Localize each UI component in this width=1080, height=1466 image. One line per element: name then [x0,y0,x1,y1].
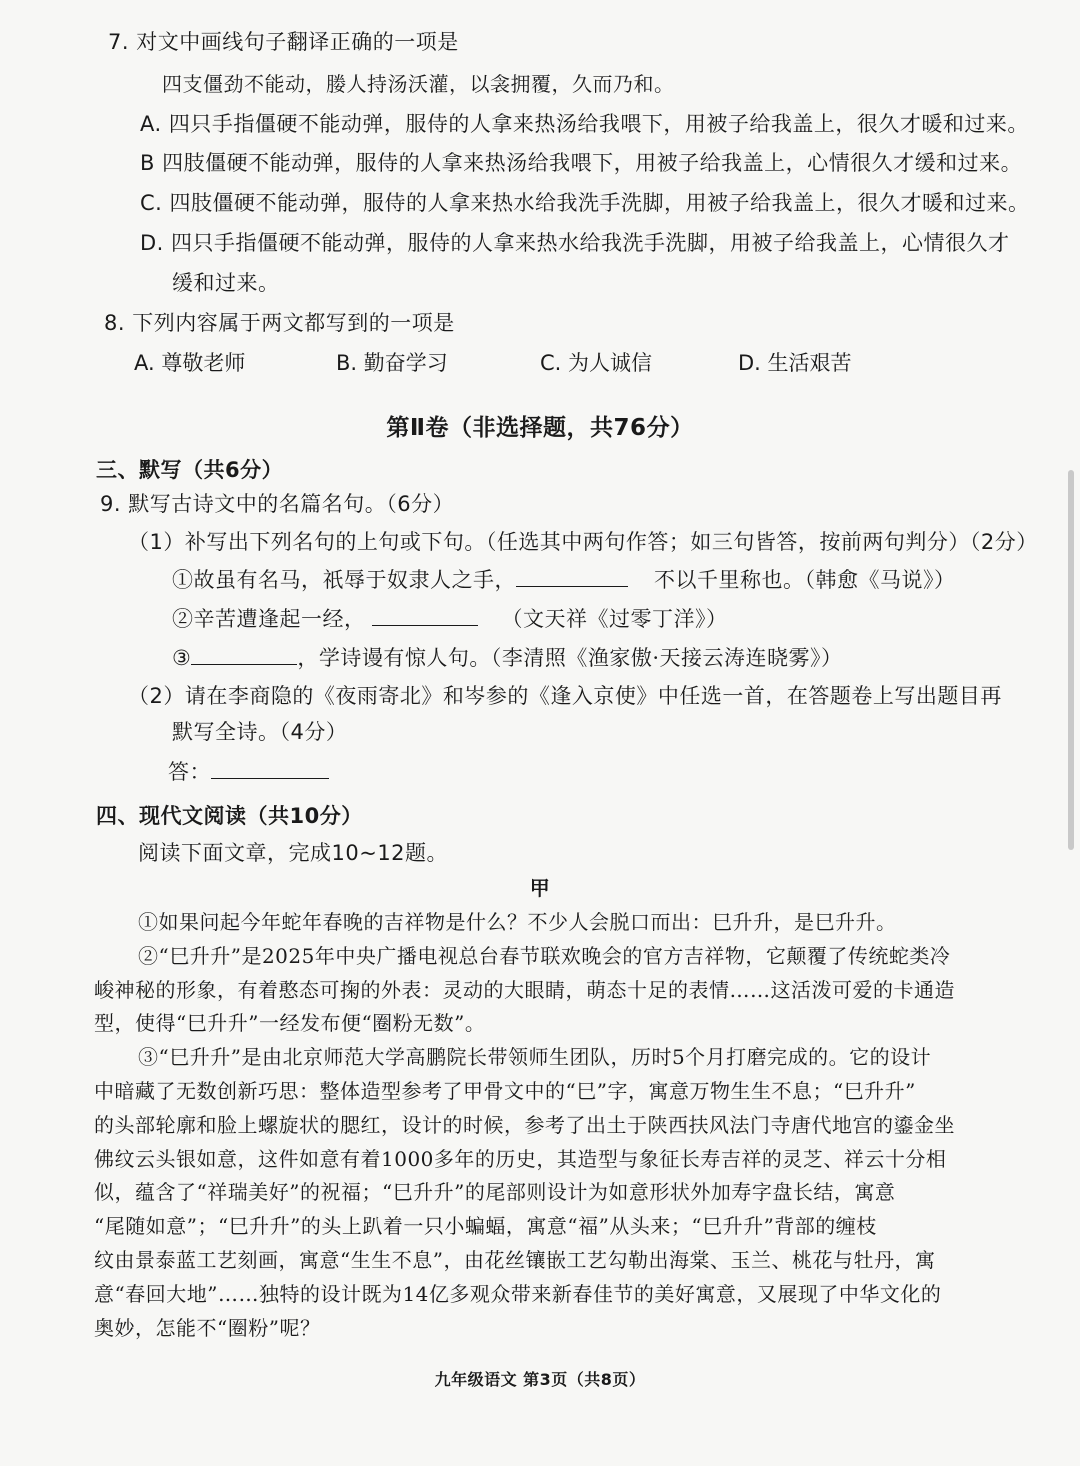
q7-option-b: B 四肢僵硬不能动弹，服侍的人拿来热汤给我喂下，用被子给我盖上，心情很久才缓和过来。 [140,151,1023,175]
passage-line: ③“巳升升”是由北京师范大学高鹏院长带领师生团队，历时5个月打磨完成的。它的设计 [138,1045,932,1069]
passage-line: 的头部轮廓和脸上螺旋状的腮红，设计的时候，参考了出土于陕西扶风法门寺唐代地宫的鎏金坐 [94,1113,955,1137]
q9-stem: 9. 默写古诗文中的名篇名句。（6分） [100,492,455,516]
passage-line: 纹由景泰蓝工艺刻画，寓意“生生不息”，由花丝镶嵌工艺勾勒出海棠、玉兰、桃花与牡丹，寓 [94,1248,936,1272]
q9-item2-before: ②辛苦遭逢起一经， [172,607,366,631]
scrollbar[interactable] [1068,470,1074,850]
page-footer: 九年级语文 第3页（共8页） [434,1370,646,1389]
passage-line: 型，使得“巳升升”一经发布便“圈粉无数”。 [94,1011,486,1035]
q7-option-c: C. 四肢僵硬不能动弹，服侍的人拿来热水给我洗手洗脚，用被子给我盖上，很久才暖和过来。 [140,191,1030,215]
sec4-title: 四、现代文阅读（共10分） [96,804,363,828]
q9-answer [168,758,329,786]
q8-option-b: B. 勤奋学习 [336,351,448,375]
passage-line: 意“春回大地”……独特的设计既为14亿多观众带来新春佳节的美好寓意，又展现了中华文化的 [94,1282,942,1306]
q9-item2-blank[interactable] [372,605,478,626]
passage-line: 似，蕴含了“祥瑞美好”的祝福；“巳升升”的尾部则设计为如意形状外加寿字盘长结，寓意 [94,1180,896,1204]
q9-item3-after: ，学诗谩有惊人句。（李清照《渔家傲·天接云涛连晓雾》） [297,646,843,670]
q9-item2 [172,605,728,633]
sec3-title: 三、默写（共6分） [96,458,284,482]
q9-sub1: （1）补写出下列名句的上句或下句。（任选其中两句作答；如三句皆答，按前两句判分）（2分） [128,530,1038,554]
q9-answer-blank[interactable] [211,758,329,779]
q7-stem: 7. 对文中画线句子翻译正确的一项是 [108,30,459,54]
q9-sub2-line2: 默写全诗。（4分） [172,720,348,744]
q9-item1-blank[interactable] [516,566,628,587]
q9-answer-label: 答： [168,760,211,784]
q9-sub2-line1: （2）请在李商隐的《夜雨寄北》和岑参的《逢入京使》中任选一首，在答题卷上写出题目再 [128,684,1002,708]
q9-item2-after: （文天祥《过零丁洋》） [501,607,728,631]
q9-item1-after: 不以千里称也。（韩愈《马说》） [654,568,956,592]
passage-line: ①如果问起今年蛇年春晚的吉祥物是什么？不少人会脱口而出：巳升升，是巳升升。 [138,910,897,934]
passage-line: “尾随如意”；“巳升升”的头上趴着一只小蝙蝠，寓意“福”从头来；“巳升升”背部的缠枝 [94,1214,877,1238]
passage-line: 佛纹云头银如意，这件如意有着1000多年的历史，其造型与象征长寿吉祥的灵芝、祥云十分相 [94,1147,947,1171]
q8-stem: 8. 下列内容属于两文都写到的一项是 [104,311,455,335]
q9-item1 [172,566,956,594]
passage-line: 峻神秘的形象，有着憨态可掬的外表：灵动的大眼睛，萌态十足的表情……这活泼可爱的卡通造 [94,978,955,1002]
q7-option-d-line1: D. 四只手指僵硬不能动弹，服侍的人拿来热水给我洗手洗脚，用被子给我盖上，心情很久才 [140,231,1010,255]
passage-line: ②“巳升升”是2025年中央广播电视总台春节联欢晚会的官方吉祥物，它颠覆了传统蛇类冷 [138,944,951,968]
passage-line: 中暗藏了无数创新巧思：整体造型参考了甲骨文中的“巳”字，寓意万物生生不息；“巳升升” [94,1079,916,1103]
sec4-intro: 阅读下面文章，完成10~12题。 [138,841,449,865]
q9-item3-before: ③ [172,646,192,670]
q9-item3 [172,644,843,672]
q7-quote: 四支僵劲不能动，媵人持汤沃灌，以衾拥覆，久而乃和。 [162,72,675,96]
q8-option-d: D. 生活艰苦 [738,351,852,375]
q8-option-a: A. 尊敬老师 [134,351,246,375]
q7-option-a: A. 四只手指僵硬不能动弹，服侍的人拿来热汤给我喂下，用被子给我盖上，很久才暖和过来。 [140,112,1029,136]
passage-jia-title: 甲 [529,876,551,900]
q9-item1-before: ①故虽有名马，祇辱于奴隶人之手， [172,568,516,592]
part2-title: 第Ⅱ卷（非选择题，共76分） [386,415,694,441]
q9-item3-blank[interactable] [191,644,297,665]
q8-option-c: C. 为人诚信 [540,351,653,375]
passage-line: 奥妙，怎能不“圈粉”呢？ [94,1316,321,1340]
q7-option-d-line2: 缓和过来。 [172,271,280,295]
